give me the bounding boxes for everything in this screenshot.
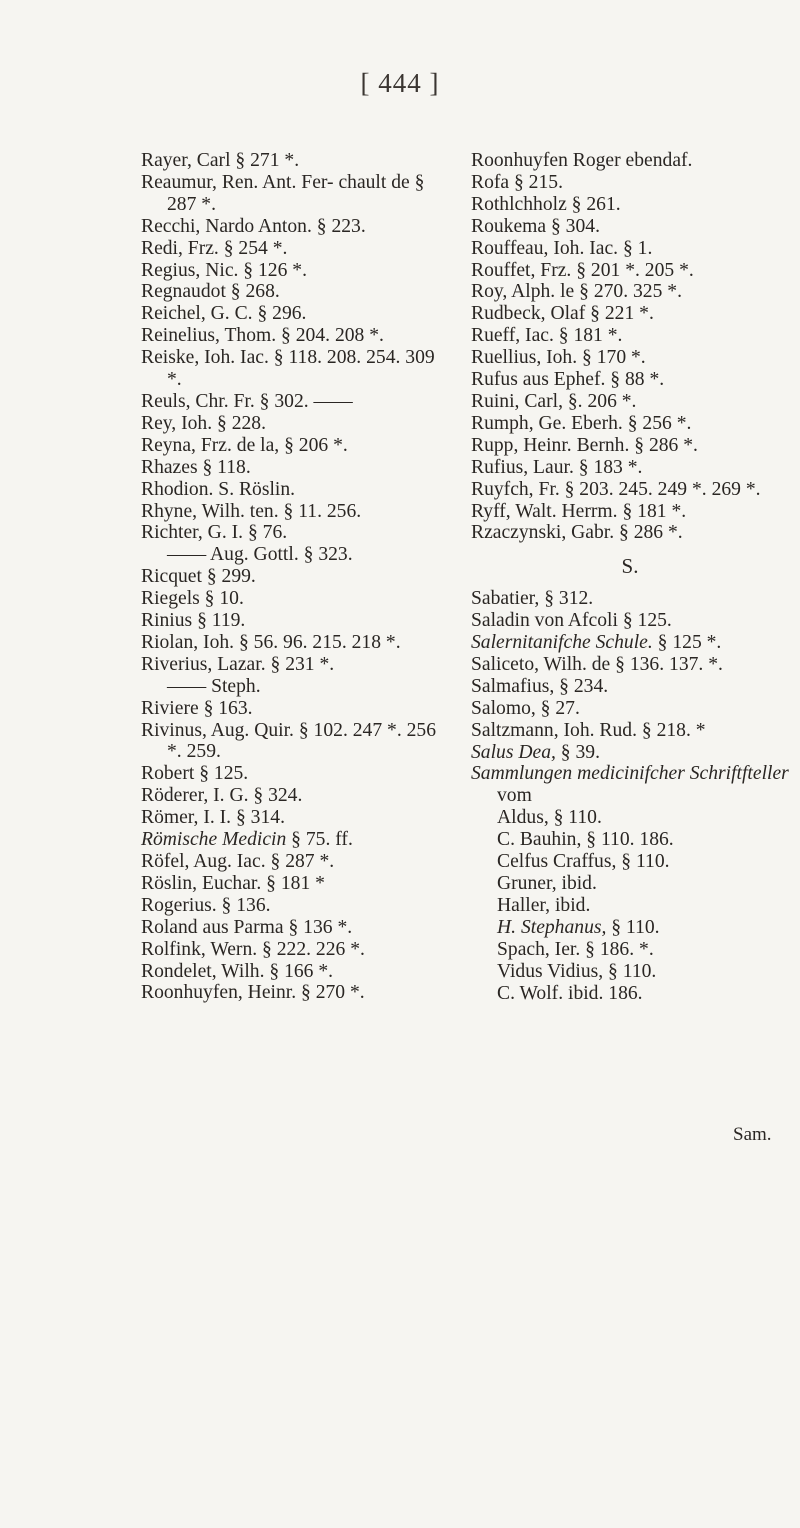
index-entry: Rhodion. S. Röslin. [141,478,296,500]
index-entry: Rumph, Ge. Eberh. § 256 *. [471,412,692,434]
index-entry: Rey, Ioh. § 228. [141,412,266,434]
index-entry: Regnaudot § 268. [141,281,280,303]
index-entry: Reyna, Frz. de la, § 206 *. [141,434,348,456]
index-entry: Recchi, Nardo Anton. § 223. [141,215,366,237]
page-number: [ 444 ] [360,68,440,98]
index-entry: Reichel, G. C. § 296. [141,303,307,325]
section-letter: S. [621,554,639,579]
index-entry: Celfus Craffus, § 110. [497,851,670,873]
index-entry: C. Bauhin, § 110. 186. [497,829,674,851]
index-entry: Roonhuyfen Roger ebendaf. [471,150,693,171]
index-entry: Rayer, Carl § 271 *. [141,150,300,171]
italic-text: H. Stephanus, [497,916,607,938]
index-entry: Römer, I. I. § 314. [141,807,285,829]
index-entry: Rivinus, Aug. Quir. § 102. 247 *. 256 *. 259. [141,719,441,763]
index-entry: Rufius, Laur. § 183 *. [471,456,643,478]
index-entry: Römische Medicin § 75. ff. [141,829,353,851]
italic-text: Sammlungen medicinifcher Schriftfteller [471,763,789,785]
index-entry: Sabatier, § 312. [471,588,594,610]
index-entry: Riverius, Lazar. § 231 *. [141,653,335,675]
index-entry: Gruner, ibid. [497,873,597,894]
index-entry: Rhazes § 118. [141,456,251,478]
italic-text: Römische Medicin [141,829,287,851]
index-entry: Roonhuyfen, Heinr. § 270 *. [141,982,365,1004]
index-entry: Rogerius. § 136. [141,894,271,916]
index-entry: Reuls, Chr. Fr. § 302. —— [141,390,353,412]
index-entry: Salernitanifche Schule. § 125 *. [471,632,722,654]
index-entry: Riviere § 163. [141,697,253,719]
index-entry: Rufus aus Ephef. § 88 *. [471,369,665,391]
index-entry: Rondelet, Wilh. § 166 *. [141,960,334,982]
index-column-left [141,150,453,1004]
index-entry: Saladin von Afcoli § 125. [471,610,672,632]
index-entry: Riolan, Ioh. § 56. 96. 215. 218 *. [141,631,401,653]
index-entry: C. Wolf. ibid. 186. [497,982,643,1004]
index-entry: Roland aus Parma § 136 *. [141,916,353,938]
index-entry: Ricquet § 299. [141,566,256,588]
index-entry: Roy, Alph. le § 270. 325 *. [471,281,682,303]
index-entry: Ruellius, Ioh. § 170 *. [471,347,646,369]
index-entry: Sammlungen medicinifcher Schriftfteller vom [471,763,794,807]
index-entry: Saltzmann, Ioh. Rud. § 218. * [471,719,706,741]
index-entry: Saliceto, Wilh. de § 136. 137. *. [471,653,723,675]
index-entry: Haller, ibid. [497,894,591,916]
index-entry: Redi, Frz. § 254 *. [141,237,288,259]
italic-text: Salernitanifche Schule. [471,632,653,654]
index-column-right [471,150,794,1004]
index-entry: Rofa § 215. [471,171,563,193]
index-entry: Rzaczynski, Gabr. § 286 *. [471,522,683,544]
index-entry: Ruini, Carl, §. 206 *. [471,390,637,412]
index-entry: Salomo, § 27. [471,697,580,719]
index-entry: Rueff, Iac. § 181 *. [471,325,623,347]
index-entry: Rhyne, Wilh. ten. § 11. 256. [141,500,362,522]
index-entry: Rupp, Heinr. Bernh. § 286 *. [471,434,698,456]
index-entry: Reiske, Ioh. Iac. § 118. 208. 254. 309 *. [141,347,440,391]
index-entry: Salmafius, § 234. [471,675,609,697]
index-entry: Salus Dea, § 39. [471,741,600,763]
index-entry: Rouffet, Frz. § 201 *. 205 *. [471,259,694,281]
italic-text: Salus Dea, [471,741,556,763]
index-entry: Rothlchholz § 261. [471,193,621,215]
index-entry: Ruyfch, Fr. § 203. 245. 249 *. 269 *. [471,478,761,500]
index-entry: Ryff, Walt. Herrm. § 181 *. [471,500,687,522]
index-entry: Reinelius, Thom. § 204. 208 *. [141,325,384,347]
index-entry: Riegels § 10. [141,588,244,610]
catchword: Sam. [733,1124,772,1145]
index-entry: Robert § 125. [141,763,249,785]
index-entry: Rouffeau, Ioh. Iac. § 1. [471,237,653,259]
index-entry: H. Stephanus, § 110. [497,916,660,938]
index-entry: Röslin, Euchar. § 181 * [141,872,325,894]
index-entry: Richter, G. I. § 76. [141,522,288,544]
index-entry: Rolfink, Wern. § 222. 226 *. [141,938,365,960]
index-entry: Aldus, § 110. [497,807,602,829]
index-entry: Roukema § 304. [471,215,600,237]
index-entry: Spach, Ier. § 186. *. [497,938,654,960]
index-entry: Röfel, Aug. Iac. § 287 *. [141,851,335,872]
index-entry: Reaumur, Ren. Ant. Fer- chault de § 287 *. [141,171,430,215]
index-entry: —— Aug. Gottl. § 323. [167,544,353,566]
index-entry: Rinius § 119. [141,610,246,632]
index-entry: Regius, Nic. § 126 *. [141,259,307,281]
index-entry: Vidus Vidius, § 110. [497,960,657,982]
index-entry: Rudbeck, Olaf § 221 *. [471,303,654,325]
index-entry: Röderer, I. G. § 324. [141,785,303,807]
index-entry: —— Steph. [167,675,261,697]
